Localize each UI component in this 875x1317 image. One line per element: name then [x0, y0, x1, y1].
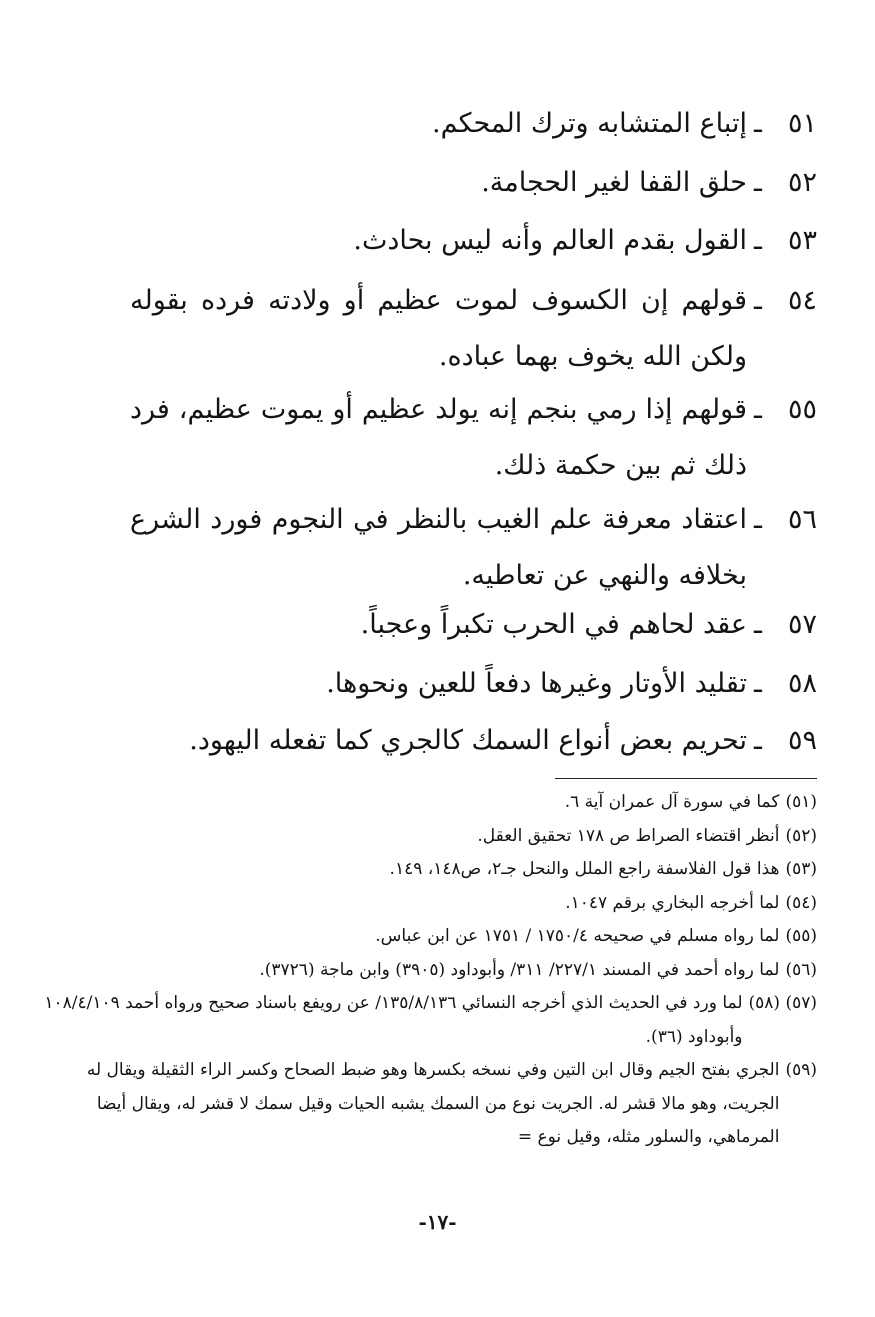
item-text: عقد لحاهم في الحرب تكبراً وعجباً.	[360, 609, 747, 640]
item-number: ٥٢	[787, 167, 817, 198]
list-item	[120, 656, 817, 712]
footnote-ref: (٥٣)	[785, 859, 817, 879]
item-number: ٥٦	[787, 504, 817, 535]
footnote-text: كما في سورة آل عمران آية ٦.	[564, 792, 780, 812]
footnote	[42, 853, 817, 887]
item-dash: ـ	[754, 725, 762, 756]
list-item	[120, 155, 817, 211]
footnote-ref: (٥٥)	[785, 926, 817, 946]
item-dash: ـ	[754, 504, 762, 535]
footnote-ref: (٥٤)	[785, 892, 817, 913]
footnote-text: هذا قول الفلاسفة راجع الملل والنحل جـ٢، ص١٤٨، ١٤٩.	[389, 859, 780, 879]
item-text: تحريم بعض أنواع السمك كالجري كما تفعله اليهود.	[189, 725, 747, 756]
item-dash: ـ	[754, 225, 762, 256]
list-item	[120, 213, 817, 269]
footnote-ref: (٥١)	[785, 792, 817, 812]
footnote-text: الجري بفتح الجيم وقال ابن التين وفي نسخه بكسرها وهو ضبط الصحاح وكسر الراء الثقيلة ويقال له الجريت، وهو مالا قشر له. الجريت نوع من السمك يشبه الحيات وقيل سمك لا قشر له، ويقال أيضا المرماهي، والسلور مثله، وقيل نوع =	[86, 1060, 780, 1147]
item-text: تقليد الأوتار وغيرها دفعاً للعين ونحوها.	[326, 668, 747, 699]
list-item	[120, 96, 817, 152]
footnote	[42, 954, 817, 988]
item-number: ٥٨	[787, 668, 817, 699]
list-item	[130, 492, 817, 604]
item-number: ٥٥	[787, 394, 817, 425]
item-dash: ـ	[754, 108, 762, 139]
item-dash: ـ	[754, 668, 762, 699]
item-number: ٥٣	[787, 225, 817, 256]
list-item	[120, 713, 817, 769]
item-text: قولهم إذا رمي بنجم إنه يولد عظيم أو يموت عظيم، فرد ذلك ثم بين حكمة ذلك.	[130, 394, 747, 481]
footnote	[42, 820, 817, 854]
item-dash: ـ	[754, 285, 762, 316]
item-dash: ـ	[754, 394, 762, 425]
item-text: قولهم إن الكسوف لموت عظيم أو ولادته فرده بقوله ولكن الله يخوف بهما عباده.	[130, 285, 747, 372]
footnote	[42, 920, 817, 954]
item-dash: ـ	[754, 609, 762, 640]
footnote-text: لما رواه أحمد في المسند ٢٢٧/١/ ٣١١/ وأبوداود (٣٩٠٥) وابن ماجة (٣٧٢٦).	[259, 959, 780, 980]
footnote-ref: (٥٩)	[785, 1060, 817, 1080]
list-item	[130, 273, 817, 385]
item-text: إتباع المتشابه وترك المحكم.	[432, 108, 747, 139]
item-text: القول بقدم العالم وأنه ليس بحادث.	[353, 225, 747, 256]
list-item	[130, 382, 817, 494]
footnote-text: لما ورد في الحديث الذي أخرجه النسائي ١٣٥/٨/١٣٦/ عن رويفع باسناد صحيح ورواه أحمد ١٠٨/٤/١٠٩ وأبوداود (٣٦).	[44, 993, 743, 1047]
footnote-ref: (٥٢)	[785, 825, 817, 846]
footnote-ref: (٥٦)	[785, 959, 817, 980]
footnote-ref: (٥٧) (٥٨)	[748, 993, 817, 1013]
footnote	[42, 786, 817, 820]
footnote-text: أنظر اقتضاء الصراط ص ١٧٨ تحقيق العقل.	[477, 825, 780, 846]
item-number: ٥١	[787, 108, 817, 139]
page-number: -١٧-	[418, 1210, 457, 1234]
footnotes	[42, 786, 817, 1155]
footnote	[42, 1054, 817, 1155]
item-text: اعتقاد معرفة علم الغيب بالنظر في النجوم فورد الشرع بخلافه والنهي عن تعاطيه.	[130, 504, 747, 591]
item-number: ٥٧	[787, 609, 817, 640]
footnote-text: لما أخرجه البخاري برقم ١٠٤٧.	[565, 892, 780, 913]
footnote-divider	[555, 778, 817, 779]
item-dash: ـ	[754, 167, 762, 198]
item-number: ٥٤	[787, 285, 817, 316]
footnote	[42, 987, 817, 1054]
list-item	[120, 597, 817, 653]
footnote	[42, 887, 817, 921]
item-number: ٥٩	[787, 725, 817, 756]
footnote-text: لما رواه مسلم في صحيحه ١٧٥٠/٤ / ١٧٥١ عن ابن عباس.	[375, 926, 780, 946]
item-text: حلق القفا لغير الحجامة.	[481, 167, 747, 198]
